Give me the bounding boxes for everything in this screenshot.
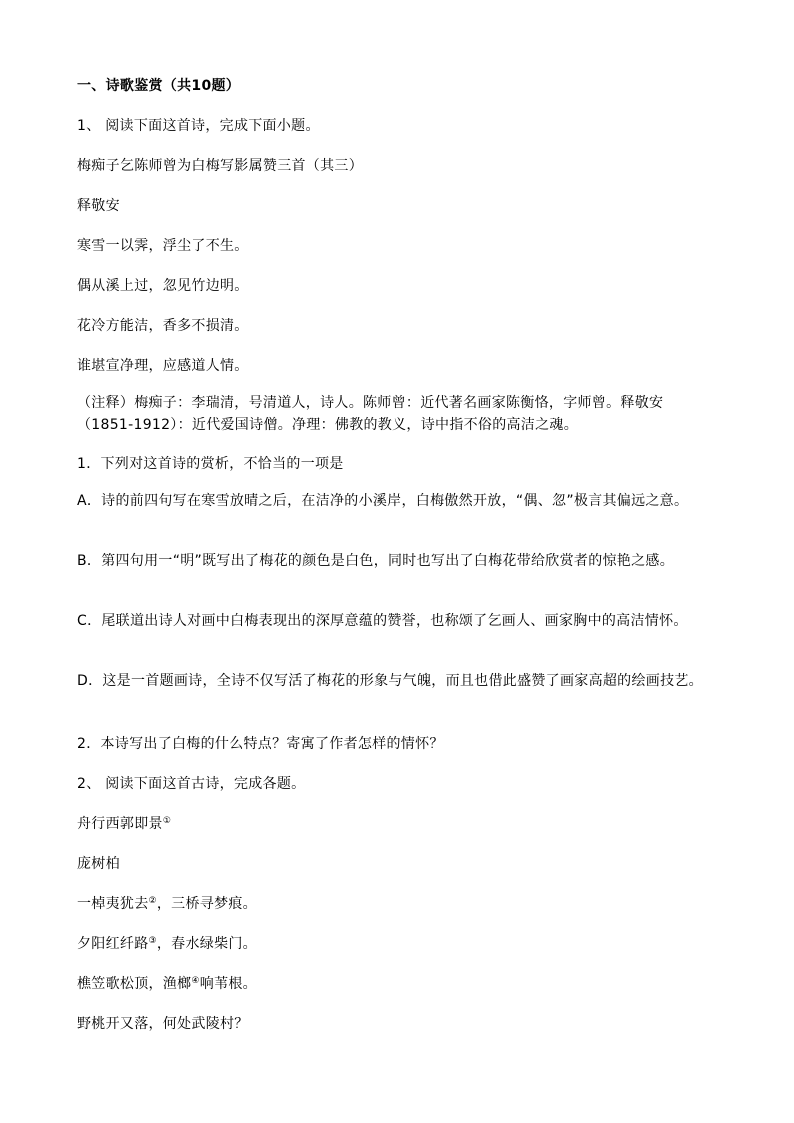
poem-2-line-2 [77,934,257,954]
poem-2-line-2-part-a: 夕阳红纤路 [77,936,149,952]
poem-1-author: 释敬安 [77,198,120,214]
poem-2-line-3 [77,974,257,994]
option-b: B．第四句用一“明”既写出了梅花的颜色是白色，同时也写出了白梅花带给欣赏者的惊艳之感。 [77,553,675,569]
section-title: 一、诗歌鉴赏（共10题） [77,78,241,94]
poem-1-line-3: 花冷方能洁，香多不损清。 [77,318,249,334]
poem-2-line-4: 野桃开又落，何处武陵村？ [77,1016,249,1032]
question-2-intro: 2、 阅读下面这首古诗，完成各题。 [77,776,306,792]
option-c: C．尾联道出诗人对画中白梅表现出的深厚意蕴的赞誉，也称颂了乞画人、画家胸中的高洁情怀。 [77,613,688,629]
question-1-sub-1: 1．下列对这首诗的赏析，不恰当的一项是 [77,456,344,472]
footnote-mark-2: ② [148,896,157,906]
poem-1-line-1: 寒雪一以霁，浮尘了不生。 [77,238,249,254]
poem-2-line-1-part-a: 一棹夷犹去 [77,896,149,912]
footnote-mark-1: ① [162,816,172,826]
question-1-intro: 1、 阅读下面这首诗，完成下面小题。 [77,118,320,134]
option-a: A．诗的前四句写在寒雪放晴之后，在洁净的小溪岸，白梅傲然开放，“偶、忽”极言其偏远之意。 [77,493,689,509]
poem-2-title-text: 舟行西郭即景 [77,816,163,832]
poem-2-line-3-part-a: 樵笠歌松顶，渔榔 [77,976,192,992]
poem-1-annotation: （注释）梅痴子：李瑞清，号清道人，诗人。陈师曾：近代著名画家陈衡恪，字师曾。释敬安（1851-1912）：近代爱国诗僧。净理：佛教的教义，诗中指不俗的高洁之魂。 [77,395,664,433]
poem-1-line-2: 偶从溪上过，忽见竹边明。 [77,278,249,294]
poem-1-title: 梅痴子乞陈师曾为白梅写影属赞三首（其三） [77,158,363,174]
poem-2-line-3-part-b: 响苇根。 [199,976,257,992]
poem-2-title [77,814,171,834]
option-d: D．这是一首题画诗，全诗不仅写活了梅花的形象与气魄，而且也借此盛赞了画家高超的绘画技艺。 [77,673,703,689]
poem-2-line-2-part-b: ，春水绿柴门。 [156,936,257,952]
poem-2-author: 庞树柏 [77,856,120,872]
poem-1-line-4: 谁堪宣净理，应感道人情。 [77,358,249,374]
footnote-mark-3: ③ [148,936,157,946]
poem-2-line-1-part-b: ，三桥寻梦痕。 [156,896,257,912]
footnote-mark-4: ④ [191,976,200,986]
poem-2-line-1 [77,894,257,914]
question-1-sub-2: 2．本诗写出了白梅的什么特点？寄寓了作者怎样的情怀？ [77,736,444,752]
